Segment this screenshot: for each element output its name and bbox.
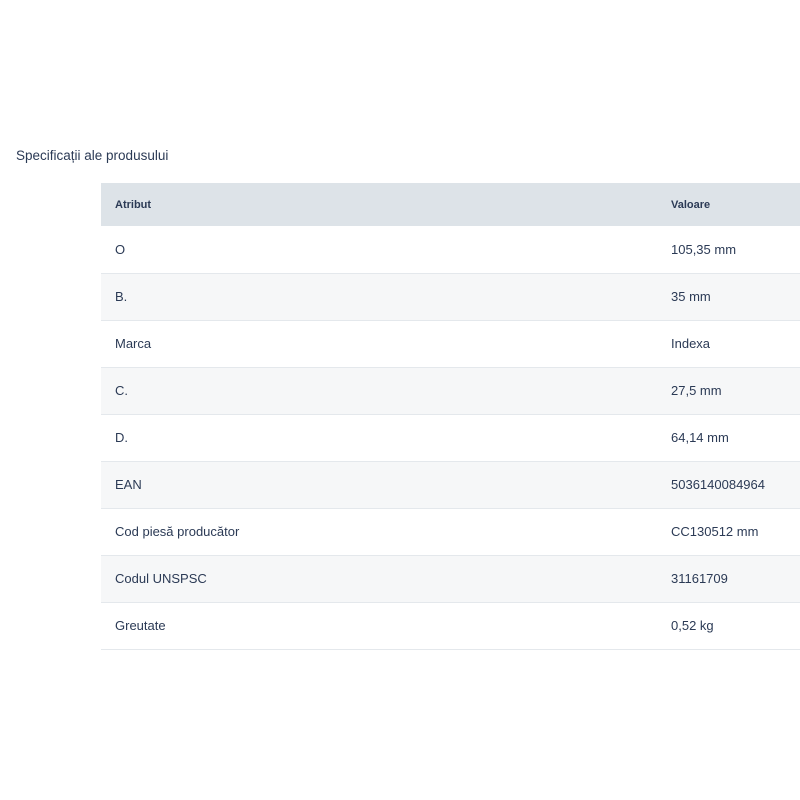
attribute-cell: D. [101,414,671,461]
attribute-cell: C. [101,367,671,414]
table-row [101,508,800,555]
table-row [101,555,800,602]
value-cell: CC130512 mm [671,508,800,555]
value-cell: 0,52 kg [671,602,800,649]
table-row [101,273,800,320]
attribute-cell: O [101,226,671,273]
table-header-row [101,183,800,226]
value-cell: 105,35 mm [671,226,800,273]
value-cell: 5036140084964 [671,461,800,508]
value-cell: 27,5 mm [671,367,800,414]
specifications-table [101,183,800,650]
attribute-cell: Cod piesă producător [101,508,671,555]
table-row [101,602,800,649]
section-title: Specificații ale produsului [16,148,169,163]
attribute-cell: Marca [101,320,671,367]
table-row [101,461,800,508]
value-cell: Indexa [671,320,800,367]
table-row [101,226,800,273]
attribute-cell: Greutate [101,602,671,649]
column-header-value: Valoare [671,198,711,211]
column-header-attribute: Atribut [115,198,152,211]
value-cell: 64,14 mm [671,414,800,461]
table-row [101,320,800,367]
attribute-cell: Codul UNSPSC [101,555,671,602]
table-row [101,414,800,461]
attribute-cell: EAN [101,461,671,508]
value-cell: 35 mm [671,273,800,320]
table-row [101,367,800,414]
value-cell: 31161709 [671,555,800,602]
attribute-cell: B. [101,273,671,320]
